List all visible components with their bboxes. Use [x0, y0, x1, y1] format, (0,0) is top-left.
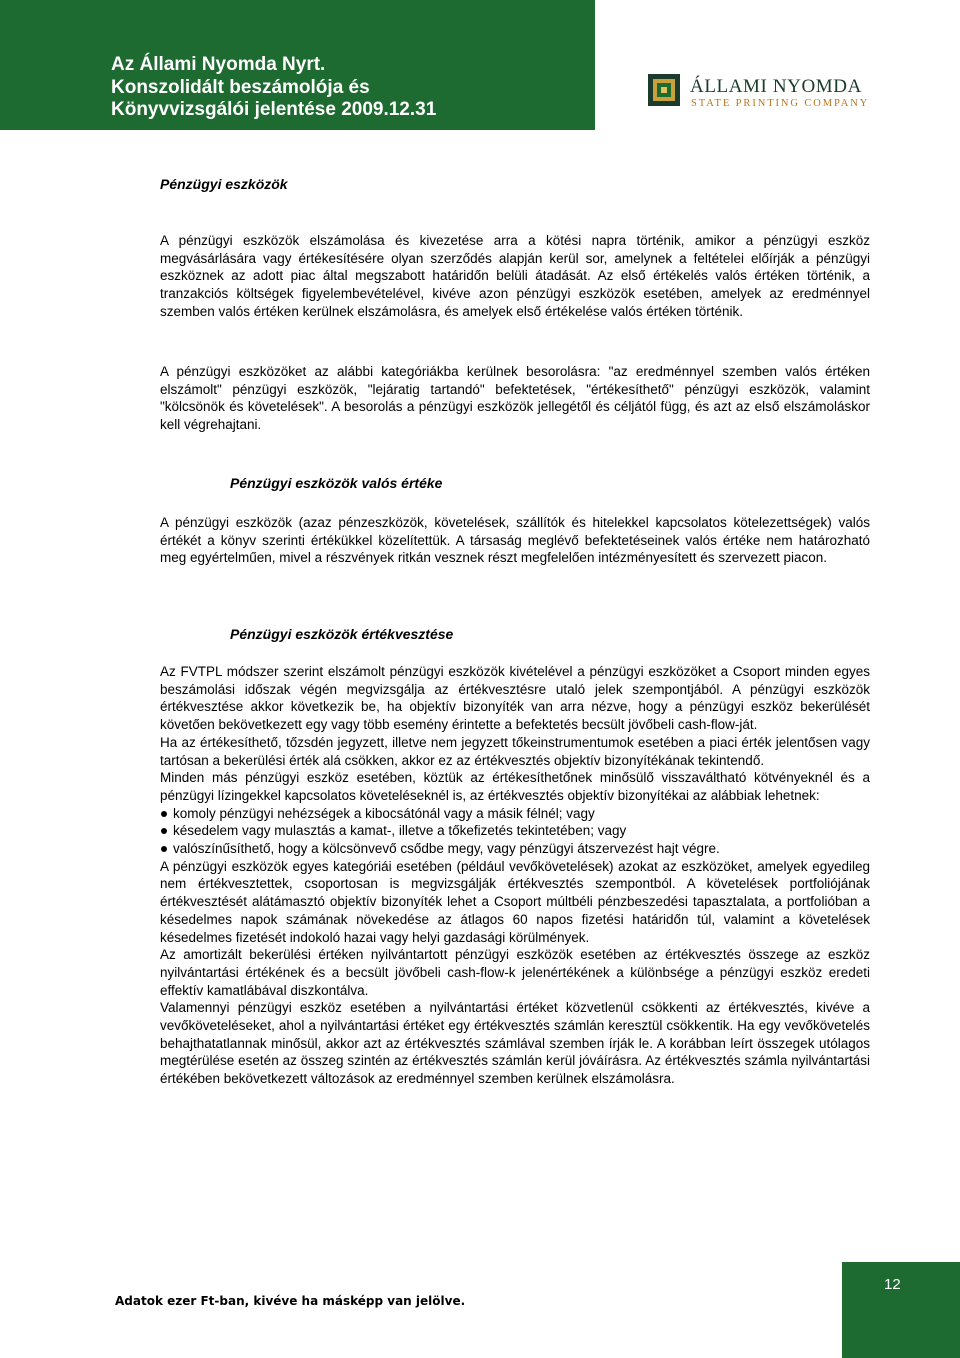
paragraph: A pénzügyi eszközök elszámolása és kivezetése arra a kötési napra történik, amikor a pénzügyi eszköz megvásárlására vagy értékesítésére olyan szerződés alapján kerül sor, amelynek a feltételei előírják a pénzügyi eszköznek az adott piac által megszabott határidőn belüli átadását. Az első értékelés valós értéken történik, a tranzakciós költségek figyelembevételével, kivéve azon pénzügyi eszközök esetében, amelyek az eredménnyel szemben valós értéken kerülnek elszámolásra, és amelyek első értékelése valós értéken történik. [160, 233, 870, 319]
impairment-heading: Pénzügyi eszközök értékvesztése [230, 626, 454, 642]
section-body-2 [160, 363, 870, 434]
footer-note: Adatok ezer Ft-ban, kivéve ha másképp van jelölve. [115, 1294, 466, 1308]
report-title-line-1: Az Állami Nyomda Nyrt. [111, 54, 326, 75]
fair-value-heading: Pénzügyi eszközök valós értéke [230, 475, 443, 491]
report-title-line-2: Konszolidált beszámolója és [111, 76, 370, 98]
paragraph: Minden más pénzügyi eszköz esetében, köztük az értékesíthetőnek minősülő visszaváltható kötvényeknél és a pénzügyi lízingekkel kapcsolatos követeléseknél is, az értékvesztés objektív bizonyítékai az alábbiak lehetnek: [160, 770, 870, 803]
list-item: komoly pénzügyi nehézségek a kibocsátónál vagy a másik félnél; vagy [160, 805, 870, 823]
company-logo [648, 72, 870, 112]
paragraph: A pénzügyi eszközöket az alábbi kategóriákba kerülnek besorolásra: "az eredménnyel szemben valós értéken elszámolt" pénzügyi eszközök, "lejáratig tartandó" befektetések, "értékesíthető" pénzügyi eszközök, valamint "kölcsönök és követelések". A besorolás a pénzügyi eszközök jellegétől és céljától függ, és azt az első elszámoláskor kell végrehajtani. [160, 364, 870, 433]
list-item: valószínűsíthető, hogy a kölcsönvevő csődbe megy, vagy pénzügyi átszervezést hajt végre. [160, 840, 870, 858]
impairment-body [160, 663, 870, 1088]
list-item: késedelem vagy mulasztás a kamat-, illetve a tőkefizetés tekintetében; vagy [160, 822, 870, 840]
report-title [111, 54, 436, 122]
paragraph: A pénzügyi eszközök egyes kategóriái esetében (például vevőkövetelések) azokat az eszközöket, amelyek egyedileg nem értékvesztettek, csoportosan is megvizsgálják értékvesztés szempontból. A követelések portfoliójának értékvesztését alátámasztó objektív bizonyíték lehet a Csoport múltbéli pénzbeszedési tapasztalata, a portfolióban a késedelmes napok számának növekedése az átlagos 60 napos fizetési határidőn túl, valamint a követelések késedelmes fizetését indokoló hazai vagy helyi gazdasági körülmények. [160, 858, 870, 945]
paragraph: Valamennyi pénzügyi eszköz esetében a nyilvántartási értéket közvetlenül csökkenti az értékvesztés, kivéve a vevőköveteléseket, ahol a nyilvántartási értéket egy értékvesztés számlán keresztül csökkentik. Ha egy vevőkövetelés behajthatatlannak minősül, akkor azt az értékvesztés számlával szemben írják le. A korábban leírt összegek utólagos megtérülése esetén az összeg szintén az értékvesztés számlán kerül jóváírásra. Az értékvesztés számla nyilvántartási értékében bekövetkezett változások az eredménnyel szemben kerülnek elszámolásra. [160, 1000, 870, 1087]
report-title-line-3: Könyvvizsgálói jelentése 2009.12.31 [111, 99, 437, 120]
paragraph: Az FVTPL módszer szerint elszámolt pénzügyi eszközök kivételével a pénzügyi eszközöket a Csoport minden egyes beszámolási időszak végén megvizsgálja az értékvesztésre utaló jelek szempontjából. A pénzügyi eszközök értékvesztése akkor következik be, ha objektív bizonyíték van arra nézve, hogy a pénzügyi eszköz bekerülését követően bekövetkezett egy vagy több esemény érintette a befektetés becsült jövőbeli cash-flow-ját. [160, 664, 870, 733]
paragraph: Ha az értékesíthető, tőzsdén jegyzett, illetve nem jegyzett tőkeinstrumentumok esetében a piaci érték jelentősen vagy tartósan a bekerülési érték alá csökken, akkor ez az értékvesztés objektív bizonyítékának tekintendő. [160, 734, 870, 768]
logo-name: ÁLLAMI NYOMDA [690, 76, 862, 97]
indicator-list [160, 805, 870, 858]
section-heading: Pénzügyi eszközök [160, 176, 288, 192]
logo-subtitle: STATE PRINTING COMPANY [691, 98, 870, 109]
paragraph: A pénzügyi eszközök (azaz pénzeszközök, követelések, szállítók és hitelekkel kapcsolatos kötelezettségek) valós értékét a könyv szerinti értékükkel közelítettük. A társaság meglévő befektetéseinek valós értéke nem határozható meg egyértelműen, mivel a részvények ritkán vesznek részt megfelelően intézményesített és szervezett piacon. [160, 515, 870, 566]
paragraph: Az amortizált bekerülési értéken nyilvántartott pénzügyi eszközök esetében az értékvesztés összege az eszköz nyilvántartási értékének és a becsült jövőbeli cash-flow-k jelenértékének a különbsége a pénzügyi eszköz eredeti effektív kamatlábával diszkontálva. [160, 947, 870, 998]
page-number-box [842, 1262, 960, 1358]
logo-mark-icon [648, 74, 680, 106]
fair-value-body [160, 514, 870, 567]
page-number: 12 [884, 1276, 901, 1293]
header-band [0, 0, 595, 130]
section-body [160, 232, 870, 321]
